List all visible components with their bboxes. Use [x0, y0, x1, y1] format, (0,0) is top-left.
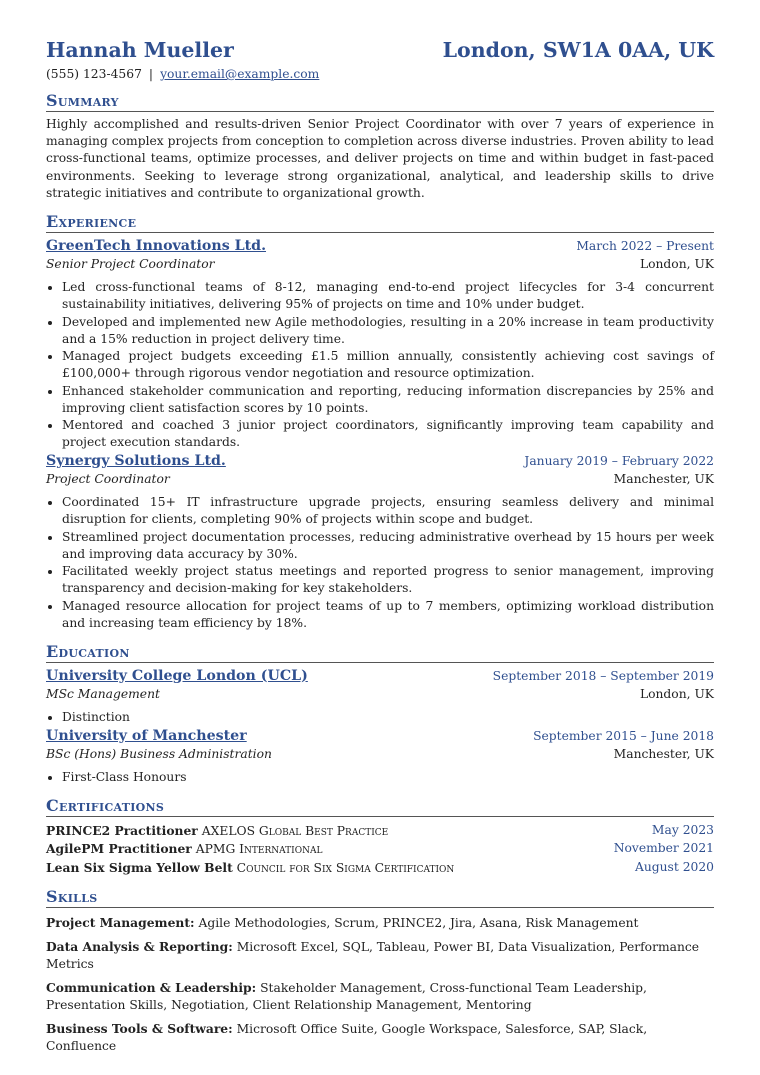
- job-location: Manchester, UK: [613, 472, 714, 487]
- skills-heading: Skills: [46, 887, 714, 908]
- resume-header: [46, 38, 714, 62]
- company-name[interactable]: GreenTech Innovations Ltd.: [46, 238, 267, 255]
- job-bullet: • Managed project budgets exceeding £1.5 million annually, consistently achieving cost savings of £100,000+ through rigorous vendor negotiation and resource optimization.: [62, 348, 714, 382]
- skill-label: Data Analysis & Reporting:: [46, 939, 233, 955]
- skill-value: Microsoft Office Suite, Google Workspace, Salesforce, SAP, Slack, Confluence: [46, 1022, 648, 1054]
- job-entry: [46, 238, 714, 451]
- candidate-name: Hannah Mueller: [46, 38, 234, 62]
- job-bullet: • Managed resource allocation for project teams of up to 7 members, optimizing workload distribution and increasing team efficiency by 18%.: [62, 598, 714, 632]
- education-bullets: [46, 709, 714, 726]
- skill-value: Agile Methodologies, Scrum, PRINCE2, Jira, Asana, Risk Management: [198, 916, 639, 931]
- experience-heading: Experience: [46, 212, 714, 233]
- contact-separator: |: [148, 67, 154, 81]
- skill-row: [46, 1020, 714, 1055]
- school-name[interactable]: University College London (UCL): [46, 667, 308, 684]
- certification-row: [46, 859, 714, 878]
- education-location: London, UK: [639, 686, 714, 701]
- skill-row: [46, 938, 714, 973]
- company-name[interactable]: Synergy Solutions Ltd.: [46, 453, 226, 470]
- skills-list: [46, 914, 714, 1055]
- skill-label: Communication & Leadership:: [46, 980, 257, 996]
- certifications-heading: Certifications: [46, 796, 714, 817]
- certification-name: PRINCE2 Practitioner: [46, 822, 198, 838]
- certification-issuer: Council for Six Sigma Certification: [236, 860, 455, 875]
- certification-issuer: AXELOS Global Best Practice: [201, 823, 389, 838]
- education-location: Manchester, UK: [613, 746, 714, 761]
- education-dates: September 2018 – September 2019: [492, 668, 714, 683]
- education-bullet: • Distinction: [62, 709, 714, 726]
- certification-row: [46, 822, 714, 841]
- job-bullet: • Developed and implemented new Agile methodologies, resulting in a 20% increase in team productivity and a 15% reduction in project delivery time.: [62, 314, 714, 348]
- summary-heading: Summary: [46, 91, 714, 112]
- education-bullet: • First-Class Honours: [62, 769, 714, 786]
- summary-text: Highly accomplished and results-driven Senior Project Coordinator with over 7 years of experience in managing complex projects from conception to completion across diverse industries. Proven ability to lead cross-functional teams, optimize processes, and deliver projects on time and within budget in fast-paced environments. Seeking to leverage strong organizational, analytical, and leadership skills to drive strategic initiatives and contribute to organizational growth.: [46, 117, 714, 200]
- header-location: London, SW1A 0AA, UK: [442, 38, 714, 62]
- certification-name: AgilePM Practitioner: [46, 841, 192, 857]
- contact-line: [46, 67, 714, 81]
- certification-date: August 2020: [634, 859, 714, 874]
- school-name[interactable]: University of Manchester: [46, 727, 247, 744]
- job-bullet: • Facilitated weekly project status meetings and reported progress to senior management, improving transparency and decision-making for key stakeholders.: [62, 563, 714, 597]
- job-bullet: • Streamlined project documentation processes, reducing administrative overhead by 15 hours per week and improving data accuracy by 30%.: [62, 529, 714, 563]
- job-bullet: • Enhanced stakeholder communication and reporting, reducing information discrepancies by 25% and improving client satisfaction scores by 10 points.: [62, 383, 714, 417]
- job-role: Project Coordinator: [46, 472, 170, 487]
- education-bullets: [46, 769, 714, 786]
- job-dates: March 2022 – Present: [576, 239, 714, 254]
- job-bullets: [46, 279, 714, 451]
- phone-number: (555) 123-4567: [46, 67, 142, 81]
- degree: MSc Management: [46, 686, 160, 701]
- job-dates: January 2019 – February 2022: [524, 454, 714, 469]
- certification-date: November 2021: [613, 841, 714, 856]
- skill-value: Stakeholder Management, Cross-functional Team Leadership, Presentation Skills, Negotiation, Client Relationship Management, Mentoring: [46, 981, 647, 1013]
- certification-date: May 2023: [651, 822, 714, 837]
- email-link[interactable]: your.email@example.com: [160, 67, 320, 81]
- education-entry: [46, 728, 714, 786]
- certification-issuer: APMG International: [195, 842, 323, 857]
- education-dates: September 2015 – June 2018: [533, 728, 714, 743]
- certification-row: [46, 840, 714, 859]
- skill-label: Project Management:: [46, 915, 195, 931]
- skill-row: [46, 914, 714, 932]
- job-role: Senior Project Coordinator: [46, 257, 215, 272]
- skill-label: Business Tools & Software:: [46, 1021, 233, 1037]
- skill-row: [46, 979, 714, 1014]
- job-bullet: • Led cross-functional teams of 8-12, managing end-to-end project lifecycles for 3-4 concurrent sustainability initiatives, delivering 95% of projects on time and 10% under budget.: [62, 279, 714, 313]
- job-entry: [46, 453, 714, 632]
- degree: BSc (Hons) Business Administration: [46, 746, 272, 761]
- job-bullet: • Mentored and coached 3 junior project coordinators, significantly improving team capability and project execution standards.: [62, 417, 714, 451]
- certifications-list: [46, 822, 714, 878]
- education-entry: [46, 668, 714, 726]
- job-bullets: [46, 494, 714, 632]
- skill-value: Microsoft Excel, SQL, Tableau, Power BI, Data Visualization, Performance Metrics: [46, 940, 700, 972]
- job-location: London, UK: [639, 257, 714, 272]
- job-bullet: • Coordinated 15+ IT infrastructure upgrade projects, ensuring seamless delivery and minimal disruption for clients, completing 90% of projects within scope and budget.: [62, 494, 714, 528]
- certification-name: Lean Six Sigma Yellow Belt: [46, 859, 233, 875]
- education-heading: Education: [46, 642, 714, 663]
